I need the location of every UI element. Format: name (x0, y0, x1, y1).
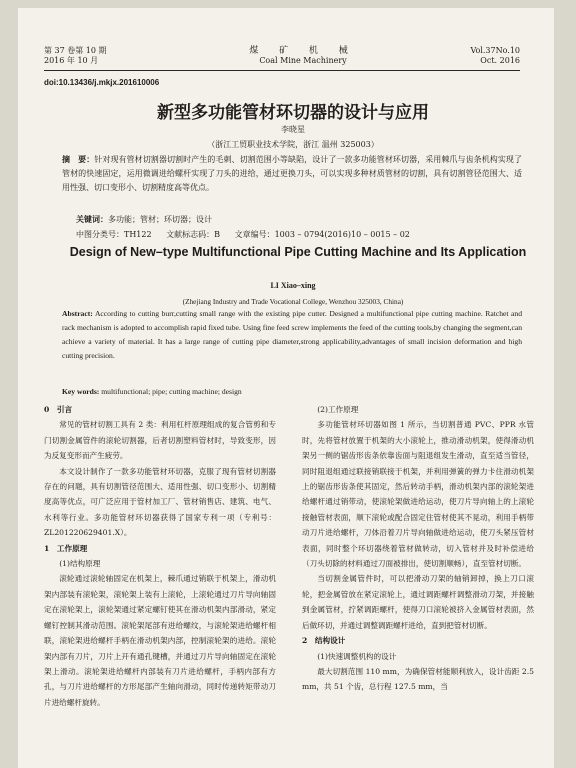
affiliation-cn: （浙江工贸职业技术学院，浙江 温州 325003） (207, 140, 379, 149)
abstract-en-text: According to cutting burr,cutting small range with the existing pipe cutter. Designed a multifunctional pipe cutting machine. Ratchet and rack mechanism is adopted to accomplish rapid fixed tube. Using fine feed screw implements the feed of the cutting tools,by changing the segment,can achieve a variety of material. It has a large range of cutting pipe diameter,strong applicability,advantages of small incision deformation and high cutting precision. (62, 309, 522, 360)
document-page (18, 8, 554, 768)
date-en: Oct. 2016 (480, 56, 520, 65)
left-column (44, 402, 276, 710)
header-rule (44, 70, 520, 71)
volume-issue: 第 37 卷第 10 期 (44, 46, 107, 55)
classification-line (76, 229, 526, 240)
paragraph: 多功能管材环切器如图 1 所示，当切割普通 PVC、PPR 水管时，先将管材放置于机架的大小滚轮上，推动滑动机架，使得滑动机架另一侧的锯齿形齿条依靠齿面与阻退组发生滑动，直至适当管径，同时阻退组通过联接销联接于机架，并利用弹簧的弹力卡住滑动机架上的锯齿形齿条使其固定，然后转动手柄，滑动机架内部的滚轮架进给螺杆通过销带动，使滚轮架做进给运动，使刀片导向轴上的上滚轮接触管材表面，顺下滚轮或配合固定住管材使其不晃动，利用手柄带动刀片进给螺杆，刀体沿着刀片导向轴做进给运动，使刀头紧压管材表面，同时整个环切器绕着管材做转动，切入管材并及时补偿进给（刀头切除的材料通过刀面被排出，使切割顺畅），直至管材切断。 (302, 420, 534, 569)
section-heading-principle: 1 工作原理 (44, 543, 88, 553)
paragraph: 滚轮通过滚轮轴固定在机架上，棘爪通过销联于机架上，滑动机架内部装有滚轮架，滚轮架上装有上滚轮，上滚轮通过刀片导向轴固定在滚轮架上，滚轮架通过紧定螺钉使其在滑动机架内部滑动，紧定螺钉控制其滑动范围。滚轮架尾部有进给螺纹，与滚轮架进给螺杆相联，滚轮架进给螺杆手柄在滑动机架内部，控制滚轮架的进给。滚轮架内部有刀片，刀片上开有通孔键槽，并通过刀片导向轴固定在滚轮架上滑动。滚轮架进给螺杆内部装有刀片进给螺杆，手柄内部有方孔，与刀片进给螺杆的方形尾部产生轴向滑动，同时传递转矩带动刀片进给螺杆旋转。 (44, 574, 276, 707)
issue-date: 2016 年 10 月 (44, 56, 99, 65)
title-en: Design of New–type Multifunctional Pipe Cutting Machine and Its Application (69, 245, 527, 259)
abstract-cn (62, 152, 522, 195)
abstract-en-label: Abstract: (62, 309, 93, 318)
paragraph: 常见的管材切割工具有 2 类：利用杠杆原理组成的复合管剪和专门切割金属管件的滚轮切割器，后者切割塑料管材时，导致变形，因为反复变形而产生疲劳。 (44, 420, 276, 461)
author-en: LI Xiao–xing (270, 281, 316, 290)
journal-name (198, 46, 408, 66)
abstract-en (62, 307, 522, 363)
doi: doi:10.13436/j.mkjx.201610006 (44, 78, 160, 87)
author-cn: 李晓星 (281, 125, 305, 134)
document-code: 文献标志码：B (166, 230, 221, 239)
volume-en: Vol.37No.10 (470, 46, 520, 55)
right-column (302, 402, 534, 695)
keywords-cn-label: 关键词： (76, 214, 108, 224)
journal-name-cn: 煤 矿 机 械 (249, 46, 357, 56)
affiliation-en: (Zhejiang Industry and Trade Vocational College, Wenzhou 325003, China) (182, 297, 404, 306)
section-heading-design: 2 结构设计 (302, 636, 346, 646)
journal-volume-info (44, 46, 107, 66)
subsection-heading: (2)工作原理 (317, 405, 359, 414)
abstract-cn-text: 针对现有管材切割器切割时产生的毛刺、切割范围小等缺陷，设计了一款多功能管材环切器，采用棘爪与齿条机构实现了管材的快速固定，运用微调进给螺杆实现了刀头的进给，通过更换刀头，可以实现多种材质管材的切割，具有切割管径范围大、适用性强、切口变形小、切割精度高等优点。 (62, 155, 523, 192)
keywords-cn-text: 多功能；管材；环切器；设计 (108, 215, 212, 224)
keywords-en-label: Key words: (62, 387, 100, 396)
paragraph: 当切割金属管件时，可以把滑动刀架的轴销卸掉，换上刀口滚轮，把金属管放在紧定滚轮上，通过调距螺杆调整滑动刀架，并接触到金属管材，拧紧调距螺杆，使得刀口滚轮被挤入金属管材表面，然后做环切，并通过调整调距螺杆进给，直到把管材切断。 (302, 574, 534, 630)
subsection-heading: (1)快速调整机构的设计 (317, 651, 397, 661)
title-cn: 新型多功能管材环切器的设计与应用 (157, 103, 429, 123)
keywords-en-text: multifunctional; pipe; cutting machine; design (101, 387, 242, 396)
clc-number: 中图分类号：TH122 (76, 230, 152, 239)
section-heading-intro: 0 引言 (44, 405, 73, 414)
paragraph: 本文设计制作了一款多功能管材环切器，克服了现有管材切割器存在的问题，具有切割管径范围大、适用性强、切口变形小、切割精度高等优点，可广泛应用于管材加工厂、管材销售店、建筑、电气、水利等行业。多功能管材环切器获得了国家专利一项（专利号：ZL201220629401.X）。 (44, 466, 276, 538)
journal-name-en: Coal Mine Machinery (259, 56, 347, 65)
keywords-cn (76, 214, 212, 225)
keywords-en (62, 385, 522, 399)
abstract-cn-label: 摘 要： (62, 154, 95, 164)
paragraph: 最大切割范围 110 mm，为确保管材能顺利放入，设计齿距 2.5 mm，共 51 个齿，总行程 127.5 mm，当 (302, 666, 534, 692)
journal-volume-en (470, 46, 520, 66)
article-number: 文章编号：1003 – 0794(2016)10 – 0015 – 02 (234, 230, 410, 239)
subsection-heading: (1)结构原理 (59, 559, 101, 569)
